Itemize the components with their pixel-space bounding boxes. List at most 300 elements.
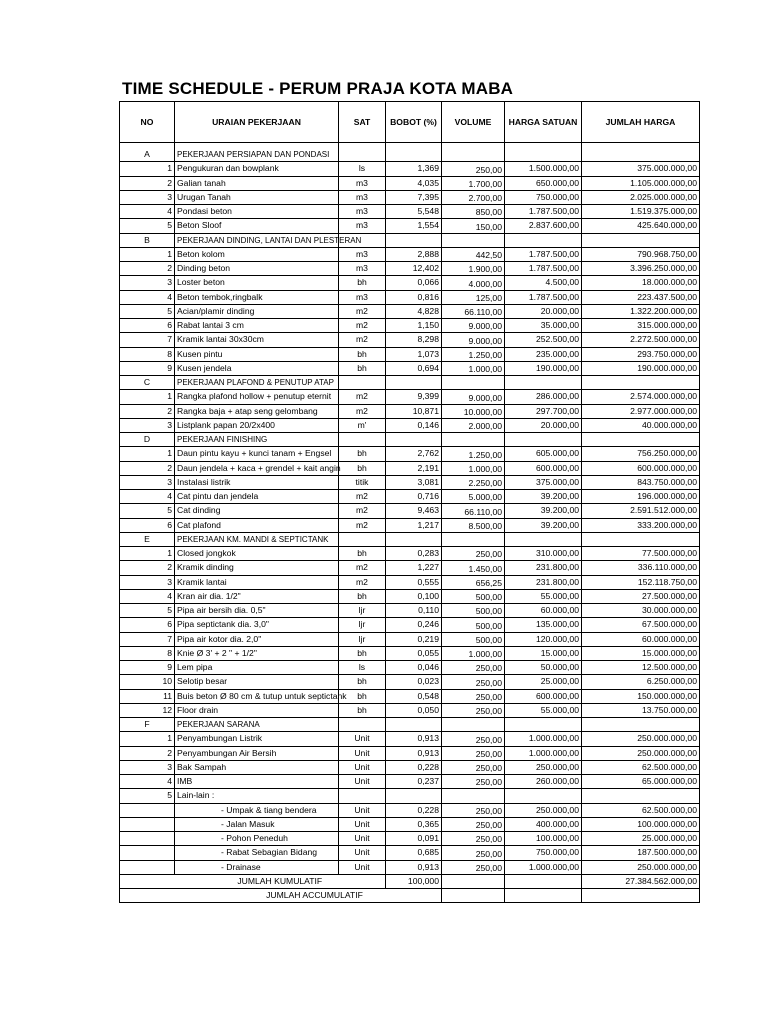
item-row	[120, 262, 700, 276]
item-description: Kramik lantai 30x30cm	[175, 333, 339, 347]
item-bobot: 0,091	[386, 832, 442, 846]
item-unit: Unit	[339, 732, 386, 746]
empty-cell	[386, 433, 442, 447]
item-volume: 10.000,00	[442, 404, 505, 418]
item-bobot: 2,191	[386, 461, 442, 475]
item-jumlah-harga: 2.574.000.000,00	[582, 390, 700, 404]
item-unit: bh	[339, 547, 386, 561]
item-harga-satuan: 231.800,00	[505, 561, 582, 575]
item-description: - Jalan Masuk	[175, 817, 339, 831]
section-row	[120, 718, 700, 732]
item-jumlah-harga: 67.500.000,00	[582, 618, 700, 632]
item-description: Buis beton Ø 80 cm & tutup untuk septictank	[175, 689, 339, 703]
item-row	[120, 475, 700, 489]
jumlah-accumulatif-row	[120, 888, 700, 902]
empty-cell	[339, 148, 386, 162]
item-harga-satuan: 400.000,00	[505, 817, 582, 831]
item-row	[120, 518, 700, 532]
empty-cell	[339, 376, 386, 390]
item-volume: 250,00	[442, 760, 505, 774]
item-number: 4	[120, 490, 175, 504]
section-row	[120, 376, 700, 390]
item-row	[120, 404, 700, 418]
item-unit: m3	[339, 219, 386, 233]
item-harga-satuan: 605.000,00	[505, 447, 582, 461]
item-jumlah-harga: 12.500.000,00	[582, 661, 700, 675]
item-unit: bh	[339, 347, 386, 361]
item-jumlah-harga: 187.500.000,00	[582, 846, 700, 860]
empty-cell	[582, 532, 700, 546]
empty-cell	[582, 433, 700, 447]
item-harga-satuan: 231.800,00	[505, 575, 582, 589]
item-row	[120, 461, 700, 475]
item-unit: bh	[339, 689, 386, 703]
item-jumlah-harga: 15.000.000,00	[582, 646, 700, 660]
item-harga-satuan: 25.000,00	[505, 675, 582, 689]
item-harga-satuan: 600.000,00	[505, 689, 582, 703]
item-jumlah-harga: 250.000.000,00	[582, 860, 700, 874]
item-unit: Unit	[339, 832, 386, 846]
item-bobot: 7,395	[386, 190, 442, 204]
item-description: Pipa air kotor dia. 2,0"	[175, 632, 339, 646]
item-jumlah-harga: 790.968.750,00	[582, 247, 700, 261]
item-description: - Pohon Peneduh	[175, 832, 339, 846]
item-row	[120, 661, 700, 675]
section-title: PEKERJAAN PLAFOND & PENUTUP ATAP	[175, 376, 339, 390]
item-bobot: 9,399	[386, 390, 442, 404]
item-harga-satuan: 39.200,00	[505, 504, 582, 518]
item-description: Cat pintu dan jendela	[175, 490, 339, 504]
item-volume: 1.700,00	[442, 176, 505, 190]
item-unit: ls	[339, 661, 386, 675]
item-harga-satuan: 297.700,00	[505, 404, 582, 418]
item-number: 4	[120, 589, 175, 603]
item-description: Kramik dinding	[175, 561, 339, 575]
item-description: Instalasi listrik	[175, 475, 339, 489]
empty-cell	[442, 433, 505, 447]
item-jumlah-harga: 2.025.000.000,00	[582, 190, 700, 204]
item-number: 7	[120, 333, 175, 347]
item-unit: m2	[339, 518, 386, 532]
section-code: D	[120, 433, 175, 447]
item-description: Rangka baja + atap seng gelombang	[175, 404, 339, 418]
item-row	[120, 589, 700, 603]
item-row	[120, 304, 700, 318]
item-harga-satuan: 39.200,00	[505, 490, 582, 504]
item-jumlah-harga: 30.000.000,00	[582, 604, 700, 618]
item-bobot: 1,073	[386, 347, 442, 361]
item-bobot: 0,055	[386, 646, 442, 660]
item-bobot: 4,035	[386, 176, 442, 190]
item-bobot: 2,762	[386, 447, 442, 461]
item-jumlah-harga: 756.250.000,00	[582, 447, 700, 461]
item-description: Kusen pintu	[175, 347, 339, 361]
jumlah-kumulatif-label: JUMLAH KUMULATIF	[175, 874, 386, 888]
item-bobot: 0,913	[386, 860, 442, 874]
item-volume: 850,00	[442, 205, 505, 219]
item-jumlah-harga: 600.000.000,00	[582, 461, 700, 475]
item-bobot: 10,871	[386, 404, 442, 418]
item-volume: 250,00	[442, 547, 505, 561]
item-description: - Drainase	[175, 860, 339, 874]
header-volume: VOLUME	[442, 102, 505, 143]
item-row	[120, 789, 700, 803]
item-volume: 1.250,00	[442, 447, 505, 461]
item-description: Penyambungan Listrik	[175, 732, 339, 746]
item-row	[120, 689, 700, 703]
item-number: 3	[120, 475, 175, 489]
item-unit: m3	[339, 247, 386, 261]
item-row	[120, 547, 700, 561]
item-volume: 1.900,00	[442, 262, 505, 276]
empty-cell	[505, 532, 582, 546]
item-volume: 1.250,00	[442, 347, 505, 361]
item-number: 1	[120, 547, 175, 561]
item-volume: 250,00	[442, 775, 505, 789]
item-description: Bak Sampah	[175, 760, 339, 774]
item-bobot: 1,227	[386, 561, 442, 575]
item-volume: 250,00	[442, 817, 505, 831]
empty-cell	[505, 718, 582, 732]
item-number: 2	[120, 461, 175, 475]
item-number: 3	[120, 575, 175, 589]
item-bobot: 1,150	[386, 319, 442, 333]
empty-cell	[386, 532, 442, 546]
item-number	[120, 860, 175, 874]
item-unit: Unit	[339, 817, 386, 831]
item-jumlah-harga: 843.750.000,00	[582, 475, 700, 489]
item-bobot	[386, 789, 442, 803]
item-harga-satuan: 252.500,00	[505, 333, 582, 347]
item-harga-satuan: 1.000.000,00	[505, 732, 582, 746]
section-title: PEKERJAAN FINISHING	[175, 433, 339, 447]
item-number: 5	[120, 304, 175, 318]
item-unit: Unit	[339, 860, 386, 874]
item-bobot: 0,110	[386, 604, 442, 618]
empty-cell	[442, 233, 505, 247]
item-harga-satuan: 1.000.000,00	[505, 746, 582, 760]
item-volume: 442,50	[442, 247, 505, 261]
document-title: TIME SCHEDULE - PERUM PRAJA KOTA MABA	[122, 79, 514, 98]
item-jumlah-harga: 1.105.000.000,00	[582, 176, 700, 190]
item-bobot: 12,402	[386, 262, 442, 276]
item-description: Cat dinding	[175, 504, 339, 518]
item-bobot: 0,046	[386, 661, 442, 675]
item-unit: m2	[339, 561, 386, 575]
item-volume: 66.110,00	[442, 504, 505, 518]
item-bobot: 0,146	[386, 418, 442, 432]
item-jumlah-harga: 333.200.000,00	[582, 518, 700, 532]
item-row	[120, 775, 700, 789]
item-number: 7	[120, 632, 175, 646]
item-jumlah-harga: 2.977.000.000,00	[582, 404, 700, 418]
item-number	[120, 832, 175, 846]
item-description: IMB	[175, 775, 339, 789]
item-unit: Unit	[339, 760, 386, 774]
header-no: NO	[120, 102, 175, 143]
item-volume: 9.000,00	[442, 319, 505, 333]
item-description: Lain-lain :	[175, 789, 339, 803]
item-number: 9	[120, 361, 175, 375]
item-volume: 125,00	[442, 290, 505, 304]
item-number: 1	[120, 447, 175, 461]
item-description: Penyambungan Air Bersih	[175, 746, 339, 760]
item-volume: 9.000,00	[442, 390, 505, 404]
item-unit: bh	[339, 703, 386, 717]
item-number: 3	[120, 190, 175, 204]
item-row	[120, 162, 700, 176]
item-volume: 250,00	[442, 162, 505, 176]
item-bobot: 0,365	[386, 817, 442, 831]
item-harga-satuan: 120.000,00	[505, 632, 582, 646]
item-unit: bh	[339, 447, 386, 461]
item-harga-satuan: 35.000,00	[505, 319, 582, 333]
item-harga-satuan: 135.000,00	[505, 618, 582, 632]
item-row	[120, 618, 700, 632]
sub-item-row	[120, 817, 700, 831]
item-harga-satuan: 15.000,00	[505, 646, 582, 660]
item-unit: Unit	[339, 775, 386, 789]
item-unit: m2	[339, 333, 386, 347]
item-jumlah-harga: 250.000.000,00	[582, 746, 700, 760]
empty-cell	[442, 532, 505, 546]
section-row	[120, 433, 700, 447]
item-row	[120, 176, 700, 190]
item-harga-satuan: 1.787.500,00	[505, 247, 582, 261]
item-description: Beton kolom	[175, 247, 339, 261]
item-bobot: 0,228	[386, 803, 442, 817]
item-number: 8	[120, 646, 175, 660]
section-row	[120, 148, 700, 162]
item-description: Kramik lantai	[175, 575, 339, 589]
item-number: 6	[120, 518, 175, 532]
item-description: Beton tembok,ringbalk	[175, 290, 339, 304]
empty-cell	[386, 718, 442, 732]
item-harga-satuan: 190.000,00	[505, 361, 582, 375]
item-number	[120, 817, 175, 831]
item-unit: bh	[339, 646, 386, 660]
item-unit: titik	[339, 475, 386, 489]
item-number: 1	[120, 162, 175, 176]
item-unit: m2	[339, 575, 386, 589]
item-bobot: 1,217	[386, 518, 442, 532]
item-jumlah-harga: 150.000.000,00	[582, 689, 700, 703]
empty-cell	[582, 376, 700, 390]
item-jumlah-harga: 6.250.000,00	[582, 675, 700, 689]
item-volume: 250,00	[442, 832, 505, 846]
item-volume: 66.110,00	[442, 304, 505, 318]
item-harga-satuan: 1.500.000,00	[505, 162, 582, 176]
item-volume: 5.000,00	[442, 490, 505, 504]
item-harga-satuan: 20.000,00	[505, 418, 582, 432]
item-volume: 1.000,00	[442, 461, 505, 475]
item-bobot: 2,888	[386, 247, 442, 261]
item-bobot: 0,246	[386, 618, 442, 632]
empty-cell	[505, 233, 582, 247]
item-description: Pipa septictank dia. 3,0"	[175, 618, 339, 632]
item-number: 3	[120, 418, 175, 432]
item-volume: 4.000,00	[442, 276, 505, 290]
item-jumlah-harga: 196.000.000,00	[582, 490, 700, 504]
item-volume: 250,00	[442, 846, 505, 860]
item-description: Kran air dia. 1/2"	[175, 589, 339, 603]
item-description: Kusen jendela	[175, 361, 339, 375]
time-schedule-table	[119, 101, 700, 903]
item-jumlah-harga: 375.000.000,00	[582, 162, 700, 176]
empty-cell	[339, 532, 386, 546]
item-number: 6	[120, 319, 175, 333]
item-bobot: 0,050	[386, 703, 442, 717]
item-bobot: 0,548	[386, 689, 442, 703]
item-jumlah-harga: 18.000.000,00	[582, 276, 700, 290]
item-number: 5	[120, 789, 175, 803]
item-harga-satuan: 286.000,00	[505, 390, 582, 404]
item-jumlah-harga	[582, 789, 700, 803]
item-unit: bh	[339, 276, 386, 290]
item-harga-satuan: 235.000,00	[505, 347, 582, 361]
item-number: 5	[120, 219, 175, 233]
item-row	[120, 490, 700, 504]
item-jumlah-harga: 62.500.000,00	[582, 760, 700, 774]
header-uraian: URAIAN PEKERJAAN	[175, 102, 339, 143]
item-volume: 656,25	[442, 575, 505, 589]
item-number: 9	[120, 661, 175, 675]
item-row	[120, 276, 700, 290]
item-unit: ls	[339, 162, 386, 176]
item-volume: 500,00	[442, 632, 505, 646]
item-number: 10	[120, 675, 175, 689]
item-volume	[442, 789, 505, 803]
item-volume: 500,00	[442, 589, 505, 603]
item-number: 4	[120, 775, 175, 789]
item-description: Pondasi beton	[175, 205, 339, 219]
item-number: 2	[120, 404, 175, 418]
item-number	[120, 803, 175, 817]
item-number: 8	[120, 347, 175, 361]
item-bobot: 0,913	[386, 732, 442, 746]
item-unit: m2	[339, 504, 386, 518]
item-description: Closed jongkok	[175, 547, 339, 561]
item-jumlah-harga: 152.118.750,00	[582, 575, 700, 589]
item-jumlah-harga: 3.396.250.000,00	[582, 262, 700, 276]
item-volume: 1.000,00	[442, 361, 505, 375]
item-number: 3	[120, 760, 175, 774]
item-volume: 1.000,00	[442, 646, 505, 660]
item-jumlah-harga: 190.000.000,00	[582, 361, 700, 375]
empty-cell	[442, 148, 505, 162]
item-row	[120, 732, 700, 746]
header-harga-satuan: HARGA SATUAN	[505, 102, 582, 143]
item-bobot: 8,298	[386, 333, 442, 347]
sub-item-row	[120, 860, 700, 874]
item-row	[120, 347, 700, 361]
section-row	[120, 532, 700, 546]
item-bobot: 0,228	[386, 760, 442, 774]
item-harga-satuan: 250.000,00	[505, 803, 582, 817]
item-volume: 500,00	[442, 604, 505, 618]
jumlah-kumulatif-bobot: 100,000	[386, 874, 442, 888]
item-row	[120, 746, 700, 760]
jumlah-kumulatif-row	[120, 874, 700, 888]
empty-cell	[582, 718, 700, 732]
item-row	[120, 333, 700, 347]
section-title: PEKERJAAN DINDING, LANTAI DAN PLESTERAN	[175, 233, 339, 247]
header-jumlah-harga: JUMLAH HARGA	[582, 102, 700, 143]
item-harga-satuan: 375.000,00	[505, 475, 582, 489]
item-description: Knie Ø 3' + 2 " + 1/2"	[175, 646, 339, 660]
empty-cell	[505, 148, 582, 162]
item-description: Rabat lantai 3 cm	[175, 319, 339, 333]
section-code: B	[120, 233, 175, 247]
item-volume: 2.700,00	[442, 190, 505, 204]
item-volume: 250,00	[442, 661, 505, 675]
item-jumlah-harga: 27.500.000,00	[582, 589, 700, 603]
item-harga-satuan: 55.000,00	[505, 589, 582, 603]
item-row	[120, 190, 700, 204]
item-volume: 250,00	[442, 746, 505, 760]
item-harga-satuan: 50.000,00	[505, 661, 582, 675]
header-bobot: BOBOT (%)	[386, 102, 442, 143]
item-harga-satuan: 600.000,00	[505, 461, 582, 475]
item-number: 5	[120, 604, 175, 618]
item-bobot: 4,828	[386, 304, 442, 318]
item-row	[120, 290, 700, 304]
item-description: Cat plafond	[175, 518, 339, 532]
empty-cell	[442, 718, 505, 732]
item-unit: Unit	[339, 746, 386, 760]
item-unit: Unit	[339, 846, 386, 860]
item-jumlah-harga: 25.000.000,00	[582, 832, 700, 846]
empty-cell	[582, 233, 700, 247]
item-description: Loster beton	[175, 276, 339, 290]
item-bobot: 0,716	[386, 490, 442, 504]
item-row	[120, 319, 700, 333]
item-harga-satuan: 20.000,00	[505, 304, 582, 318]
item-unit: m2	[339, 319, 386, 333]
item-harga-satuan: 2.837.600,00	[505, 219, 582, 233]
item-volume: 8.500,00	[442, 518, 505, 532]
empty-cell	[339, 718, 386, 732]
item-volume: 2.250,00	[442, 475, 505, 489]
item-unit: m3	[339, 176, 386, 190]
item-bobot: 0,694	[386, 361, 442, 375]
item-row	[120, 247, 700, 261]
empty-cell	[582, 148, 700, 162]
item-number: 12	[120, 703, 175, 717]
empty-cell	[505, 433, 582, 447]
item-jumlah-harga: 77.500.000,00	[582, 547, 700, 561]
item-bobot: 9,463	[386, 504, 442, 518]
item-description: - Rabat Sebagian Bidang	[175, 846, 339, 860]
item-jumlah-harga: 223.437.500,00	[582, 290, 700, 304]
item-bobot: 1,554	[386, 219, 442, 233]
item-volume: 1.450,00	[442, 561, 505, 575]
item-unit: m'	[339, 418, 386, 432]
item-unit: bh	[339, 675, 386, 689]
section-title: PEKERJAAN SARANA	[175, 718, 339, 732]
item-bobot: 0,913	[386, 746, 442, 760]
empty-cell	[442, 376, 505, 390]
item-volume: 250,00	[442, 732, 505, 746]
item-jumlah-harga: 100.000.000,00	[582, 817, 700, 831]
section-code: E	[120, 532, 175, 546]
item-harga-satuan: 55.000,00	[505, 703, 582, 717]
item-description: Galian tanah	[175, 176, 339, 190]
item-volume: 150,00	[442, 219, 505, 233]
item-bobot: 0,283	[386, 547, 442, 561]
item-harga-satuan: 1.787.500,00	[505, 205, 582, 219]
item-jumlah-harga: 293.750.000,00	[582, 347, 700, 361]
